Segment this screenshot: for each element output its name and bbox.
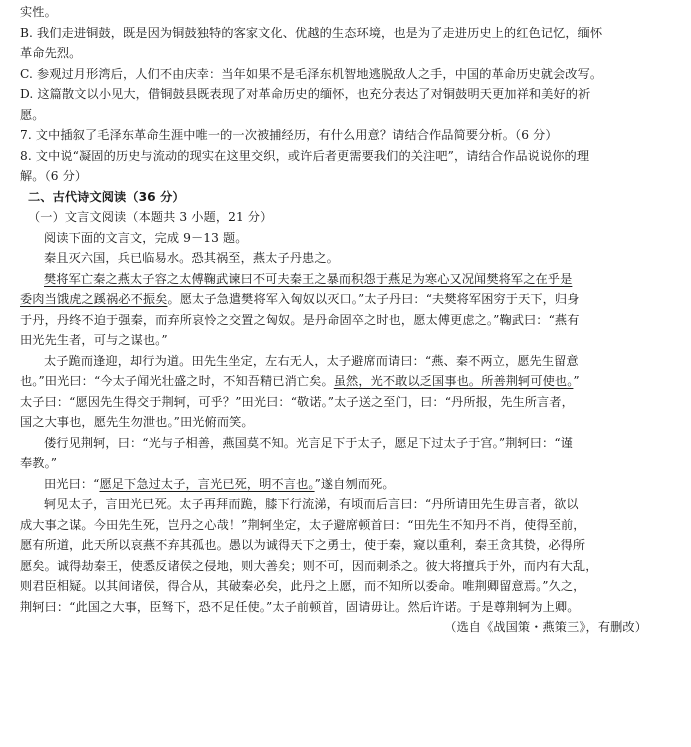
passage-line: 愿有所道，此天所以哀燕不弃其孤也。愚以为诚得天下之勇士，使于秦，窥以重利，秦王贪其贽，必得所: [20, 538, 586, 552]
passage-text: 。愿太子急遣樊将军入匈奴以灭口。”太子丹曰：“夫樊将军困穷于天下，归身: [167, 292, 580, 306]
option-b: B. 我们走进铜鼓，既是因为铜鼓独特的客家文化、优越的生态环境，也是为了走进历史上的红色记忆，缅怀: [20, 25, 603, 40]
passage-line: 则君臣相疑。以其间诸侯，得合从，其破秦必矣，此丹之上愿，而不知所以委命。唯荆卿留意焉。”久之，: [20, 579, 586, 593]
text-line: 愿。: [20, 107, 45, 122]
passage-line: 太子跪而逢迎，却行为道。田先生坐定，左右无人，太子避席而请曰：“燕、秦不两立，愿先生留意: [44, 353, 579, 368]
passage-line: 奉教。”: [20, 456, 58, 470]
passage-text: ”: [573, 374, 580, 388]
section-title: 二、古代诗文阅读（36 分）: [28, 189, 185, 204]
passage-text: ”遂自刎而死。: [314, 476, 395, 491]
passage-text: 田光曰：“: [44, 476, 100, 491]
text-line: 实性。: [20, 5, 57, 19]
passage-line: 偻行见荆轲，曰：“光与子相善，燕国莫不知。光言足下于太子，愿足下过太子于宫。”荆轲曰：“谨: [44, 435, 573, 450]
underlined-sentence: 委肉当饿虎之蹊祸必不振矣: [20, 292, 168, 306]
passage-line: 田光先生者，可与之谋也。”: [20, 333, 168, 347]
source-citation: （选自《战国策・燕策三》，有删改）: [444, 620, 647, 634]
passage-line: [20, 371, 677, 392]
passage-line: 荆轲曰：“此国之大事，臣驽下，恐不足任使。”太子前顿首，固请毋让。然后许诺。于是尊荆轲为上卿。: [20, 599, 580, 614]
option-d: D. 这篇散文以小见大，借铜鼓县既表现了对革命历史的缅怀，也充分表达了对铜鼓明天更加祥和美好的祈: [20, 87, 591, 101]
question-7: 7. 文中插叙了毛泽东革命生涯中唯一的一次被捕经历，有什么用意？请结合作品简要分析。（6 分）: [20, 128, 558, 142]
underlined-sentence: 虽然，光不敢以乏国事也。所善荆轲可使也。: [333, 374, 574, 388]
option-c: C. 参观过月形湾后，人们不由庆幸：当年如果不是毛泽东机智地逃脱敌人之手，中国的革命历史就会改写。: [20, 66, 603, 81]
passage-line: 愿矣。诚得劫秦王，使悉反诸侯之侵地，则大善矣；则不可，因而刺杀之。彼大将擅兵于外，而内有大乱，: [20, 558, 598, 573]
passage-text: 也。”田光曰：“今太子闻光壮盛之时，不知吾精已消亡矣。: [20, 374, 334, 388]
passage-line: [20, 289, 677, 310]
passage-line: [20, 269, 677, 290]
subsection-title: （一）文言文阅读（本题共 3 小题，21 分）: [28, 210, 273, 224]
passage-line: 成大事之谋。今田先生死，岂丹之心哉！”荆轲坐定，太子避席顿首曰：“田先生不知丹不肖，使得至前，: [20, 517, 586, 532]
passage-line: 太子曰：“愿因先生得交于荆轲，可乎？”田光曰：“敬诺。”太子送之至门，曰：“丹所报，先生所言者，: [20, 394, 574, 409]
passage-line: 轲见太子，言田光已死。太子再拜而跪，膝下行流涕，有顷而后言曰：“丹所请田先生毋言者，欲以: [44, 497, 579, 511]
passage-line: 秦且灭六国，兵已临易水。恐其祸至，燕太子丹患之。: [44, 251, 339, 265]
passage-line: [20, 474, 677, 495]
underlined-sentence: 愿足下急过太子，言光已死，明不言也。: [99, 476, 315, 491]
text-line: 革命先烈。: [20, 46, 82, 60]
passage-line: 国之大事也，愿先生勿泄也。”田光俯而笑。: [20, 415, 254, 429]
passage-line: 于丹，丹终不迫于强秦，而弃所哀怜之交置之匈奴。是丹命固卒之时也，愿太傅更虑之。”鞠武曰：“燕有: [20, 312, 580, 327]
underlined-sentence: 樊将军亡秦之燕太子容之太傅鞠武谏曰不可夫秦王之暴而积怨于燕足为寒心又况闻樊将军之在乎是: [44, 271, 573, 286]
text-line: 解。（6 分）: [20, 169, 88, 183]
instruction: 阅读下面的文言文，完成 9－13 题。: [44, 230, 248, 245]
question-8: 8. 文中说“凝固的历史与流动的现实在这里交织，或许后者更需要我们的关注吧”，请结合作品说说你的理: [20, 148, 590, 163]
